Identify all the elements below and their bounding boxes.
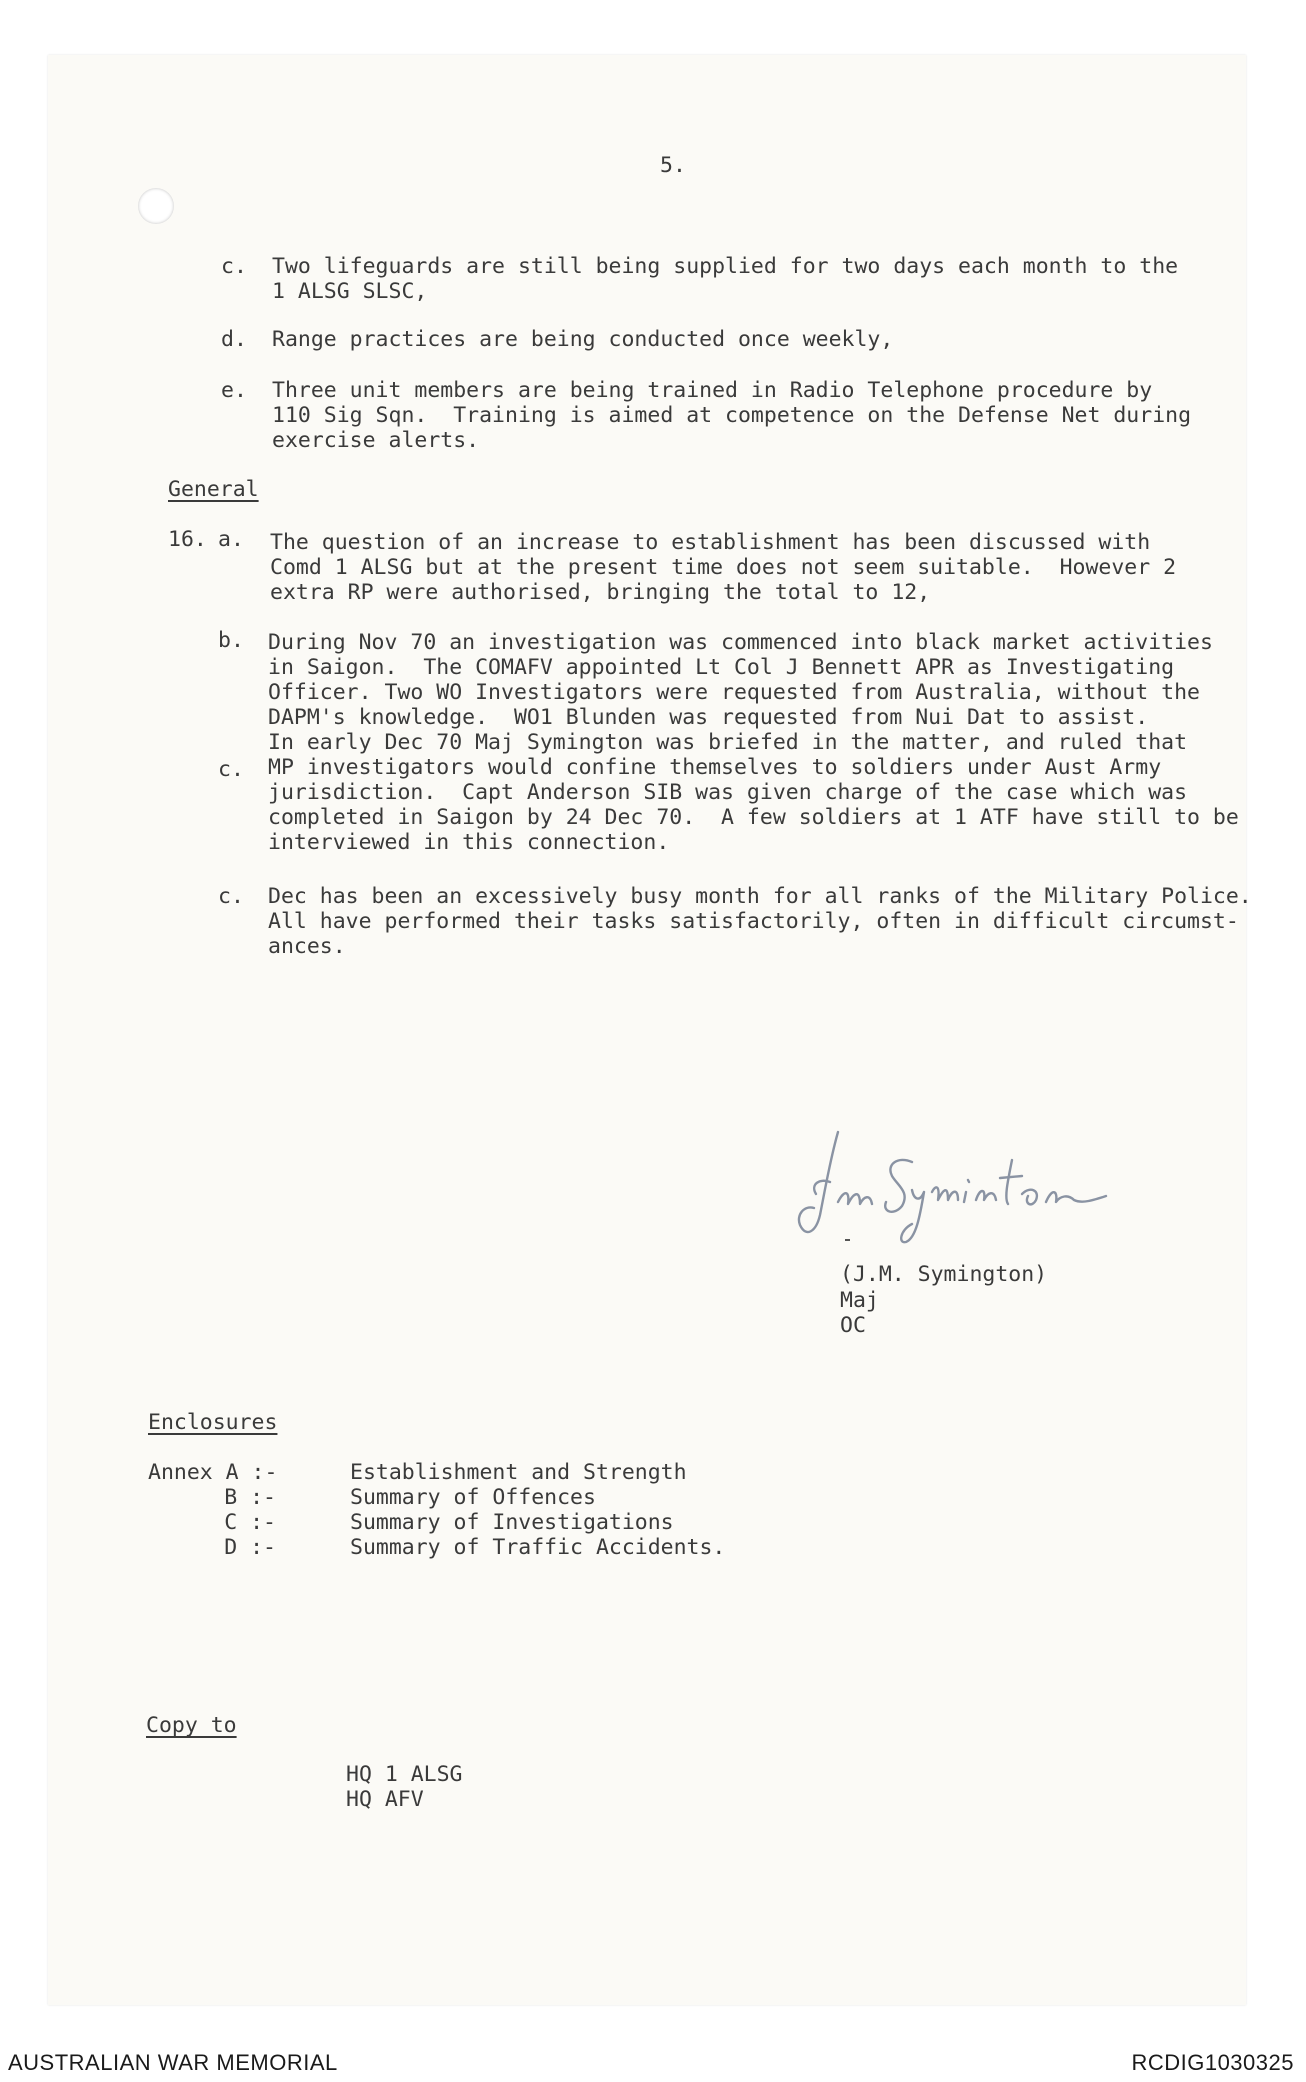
signatory-name: (J.M. Symington) — [840, 1262, 1048, 1287]
annex-title: Summary of Traffic Accidents. — [350, 1535, 726, 1560]
copy-recipient: HQ 1 ALSG — [346, 1762, 463, 1787]
signatory-position: OC — [840, 1313, 866, 1338]
annex-label: C :- — [224, 1510, 276, 1535]
annex-title: Summary of Investigations — [350, 1510, 674, 1535]
copy-recipient: HQ AFV — [346, 1787, 424, 1812]
annex-label: D :- — [224, 1535, 276, 1560]
item-text: Two lifeguards are still being supplied for two days each month to the 1 ALSG SLSC, — [272, 254, 1179, 304]
item-text: During Nov 70 an investigation was commenced into black market activities in Saigon. The COMAFV appointed Lt Col J Bennett APR as Investigating Officer. Two WO Investigators were requested from Australia, without the DAPM's knowledge. WO1 Blunden was requested from Nui Dat to assist. In early Dec 70 Maj Symington was briefed in the matter, and ruled that — [268, 630, 1213, 755]
item-text: Range practices are being conducted once weekly, — [272, 327, 894, 352]
item-marker: c. — [218, 757, 244, 782]
footer-id: RCDIG1030325 — [1131, 2050, 1294, 2075]
item-text: MP investigators would confine themselves to soldiers under Aust Army jurisdiction. Capt Anderson SIB was given charge of the case which was completed in Saigon by 24 Dec 70. A few soldiers at 1 ATF have still to be interviewed in this connection. — [268, 755, 1239, 855]
general-para-number: 16. — [168, 527, 207, 552]
annex-title: Establishment and Strength — [350, 1460, 687, 1485]
annex-label: Annex A :- — [148, 1460, 278, 1485]
general-heading: General — [168, 477, 259, 502]
item-marker: c. — [218, 884, 244, 909]
item-marker: c. — [221, 254, 247, 279]
item-marker: a. — [218, 527, 244, 552]
annex-label: B :- — [224, 1485, 276, 1510]
item-text: Three unit members are being trained in Radio Telephone procedure by 110 Sig Sqn. Training is aimed at competence on the Defense Net during exercise alerts. — [272, 378, 1192, 453]
handwritten-signature — [790, 1120, 1120, 1260]
signatory-rank: Maj — [840, 1288, 879, 1313]
punch-hole — [138, 188, 174, 224]
item-marker: e. — [221, 378, 247, 403]
item-marker: b. — [218, 628, 244, 653]
copy-to-heading: Copy to — [146, 1713, 237, 1738]
item-text: Dec has been an excessively busy month for all ranks of the Military Police. All have performed their tasks satisfactorily, often in difficult circumst- ances. — [268, 884, 1252, 959]
enclosures-heading: Enclosures — [148, 1410, 278, 1435]
footer-source: AUSTRALIAN WAR MEMORIAL — [8, 2050, 338, 2075]
page-number: 5. — [660, 153, 686, 178]
annex-title: Summary of Offences — [350, 1485, 596, 1510]
item-marker: d. — [221, 327, 247, 352]
item-text: The question of an increase to establishment has been discussed with Comd 1 ALSG but at the present time does not seem suitable. However 2 extra RP were authorised, bringing the total to 12, — [270, 530, 1177, 605]
